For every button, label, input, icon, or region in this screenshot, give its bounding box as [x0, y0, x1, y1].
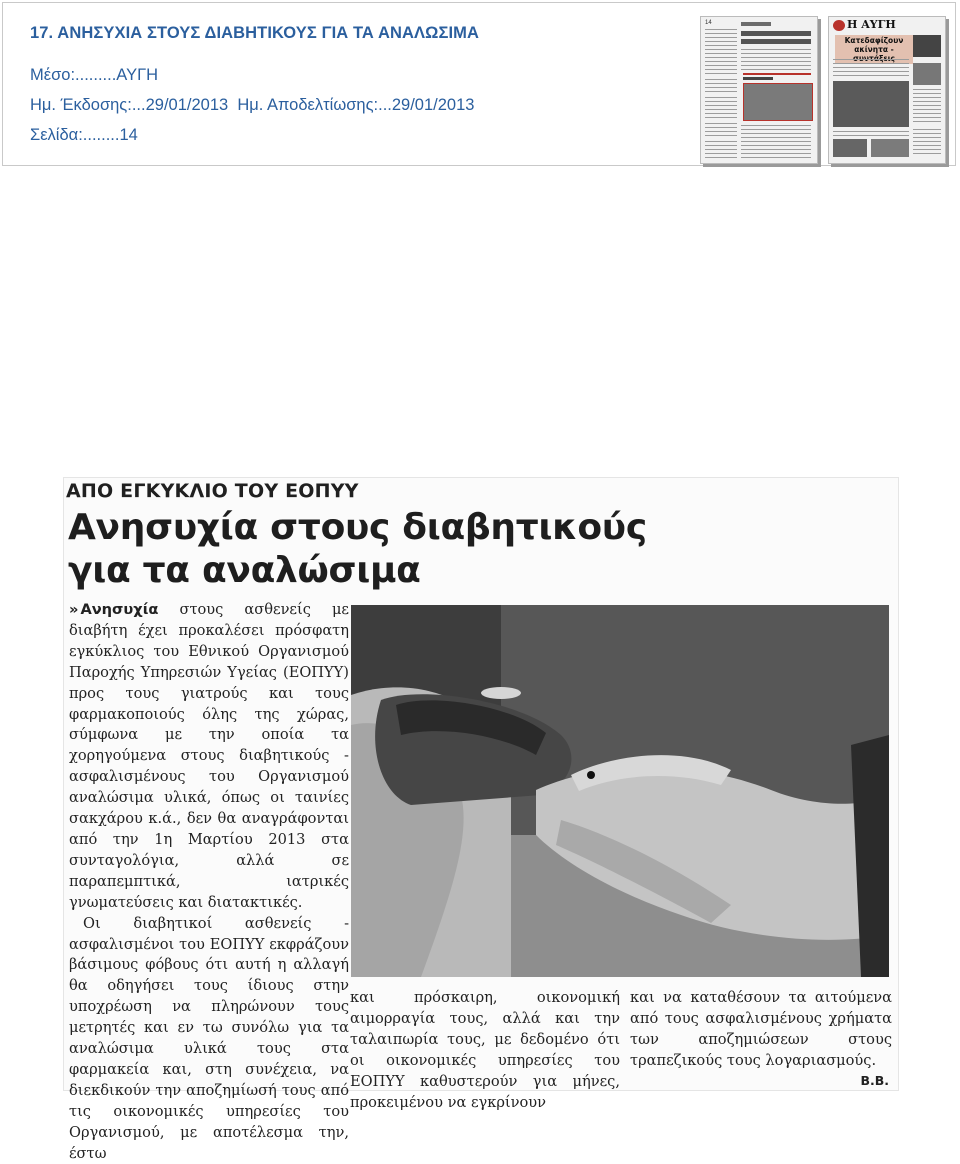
front-page-thumbnail[interactable] [828, 16, 946, 164]
headline-line-2: για τα αναλώσιμα [68, 550, 421, 591]
article-column-right: και να καταθέσουν τα αιτούμενα από τους ασφαλισμένους χρήματα των αποζημιώσεων στους τραπεζικούς τους λογαριασμούς. [630, 989, 892, 1069]
article-byline: Β.Β. [860, 1073, 889, 1088]
article-clipping [63, 477, 899, 1162]
thumbnail-masthead: Η ΑΥΓΗ [847, 18, 896, 31]
page-line: Σελίδα:........14 [30, 126, 138, 144]
article-column-middle: και πρόσκαιρη, οικονομική αιμορραγία τους, αλλά και την ταλαιπωρία τους, με δεδομένο ότι οι οικονομικές υπηρεσίες του ΕΟΠΥΥ καθυστερούν για μήνες, προκειμένου να εγκρίνουν [350, 989, 620, 1111]
article-kicker: ΑΠΟ ΕΓΚΥΚΛΙΟ ΤΟΥ ΕΟΠΥΥ [66, 480, 359, 502]
dates-line: Ημ. Έκδοσης:...29/01/2013 Ημ. Αποδελτίωσης:...29/01/2013 [30, 96, 475, 114]
clipping-header-card [2, 2, 956, 166]
thumbnail-front-headline-2: ακίνητα - [854, 45, 894, 54]
thumbnail-page-number: 14 [705, 20, 712, 26]
lead-word: Ανησυχία [80, 601, 159, 618]
article-photo [351, 605, 889, 977]
inner-page-thumbnail[interactable] [700, 16, 818, 164]
lead-paragraph-text: στους ασθενείς με διαβήτη έχει προκαλέσει πρόσφατη εγκύκλιος του Εθνικού Οργανισμού Παροχής Υπηρεσιών Υγείας (ΕΟΠΥΥ) προς τους γιατρούς και τους φαρμακοποιούς όλης της χώρας, σύμφωνα με την οποία τα χορηγούμενα στους διαβητικούς - ασφαλισμένους του Οργανισμού αναλώσιμα υλικά, όπως οι ταινίες σακχάρου κ.ά., δεν θα αναγράφονται από την 1η Μαρτίου 2013 στα συνταγολόγια, αλλά σε παραπεμπτικά, ιατρικές γνωματεύσεις και διατακτικές. [69, 601, 349, 911]
headline-line-1: Ανησυχία στους διαβητικούς [68, 507, 647, 548]
lead-chevron-icon: » [69, 601, 77, 618]
source-line: Μέσο:.........ΑΥΓΗ [30, 66, 159, 84]
article-column-left [69, 600, 349, 1164]
article-second-paragraph: Οι διαβητικοί ασθενείς - ασφαλισμένοι του ΕΟΠΥΥ εκφράζουν βάσιμους φόβους ότι αυτή η αλλαγή θα οδηγήσει τους ίδιους στην υποχρέωση να πληρώνουν τους μετρητές και εν τω συνόλω για τα αναλώσιμα υλικά τους στα φαρμακεία και, στη συνέχεια, να διεκδικούν την αποζημίωσή τους από τις οικονομικές υπηρεσίες του Οργανισμού, με αποτέλεσμα την, έστω [69, 914, 349, 1162]
article-headline [68, 506, 647, 592]
clipping-title: 17. ΑΝΗΣΥΧΙΑ ΣΤΟΥΣ ΔΙΑΒΗΤΙΚΟΥΣ ΓΙΑ ΤΑ ΑΝΑΛΩΣΙΜΑ [30, 24, 480, 42]
thumbnail-front-headline-1: Κατεδαφίζουν [844, 36, 904, 45]
article-lead-paragraph [69, 600, 349, 914]
